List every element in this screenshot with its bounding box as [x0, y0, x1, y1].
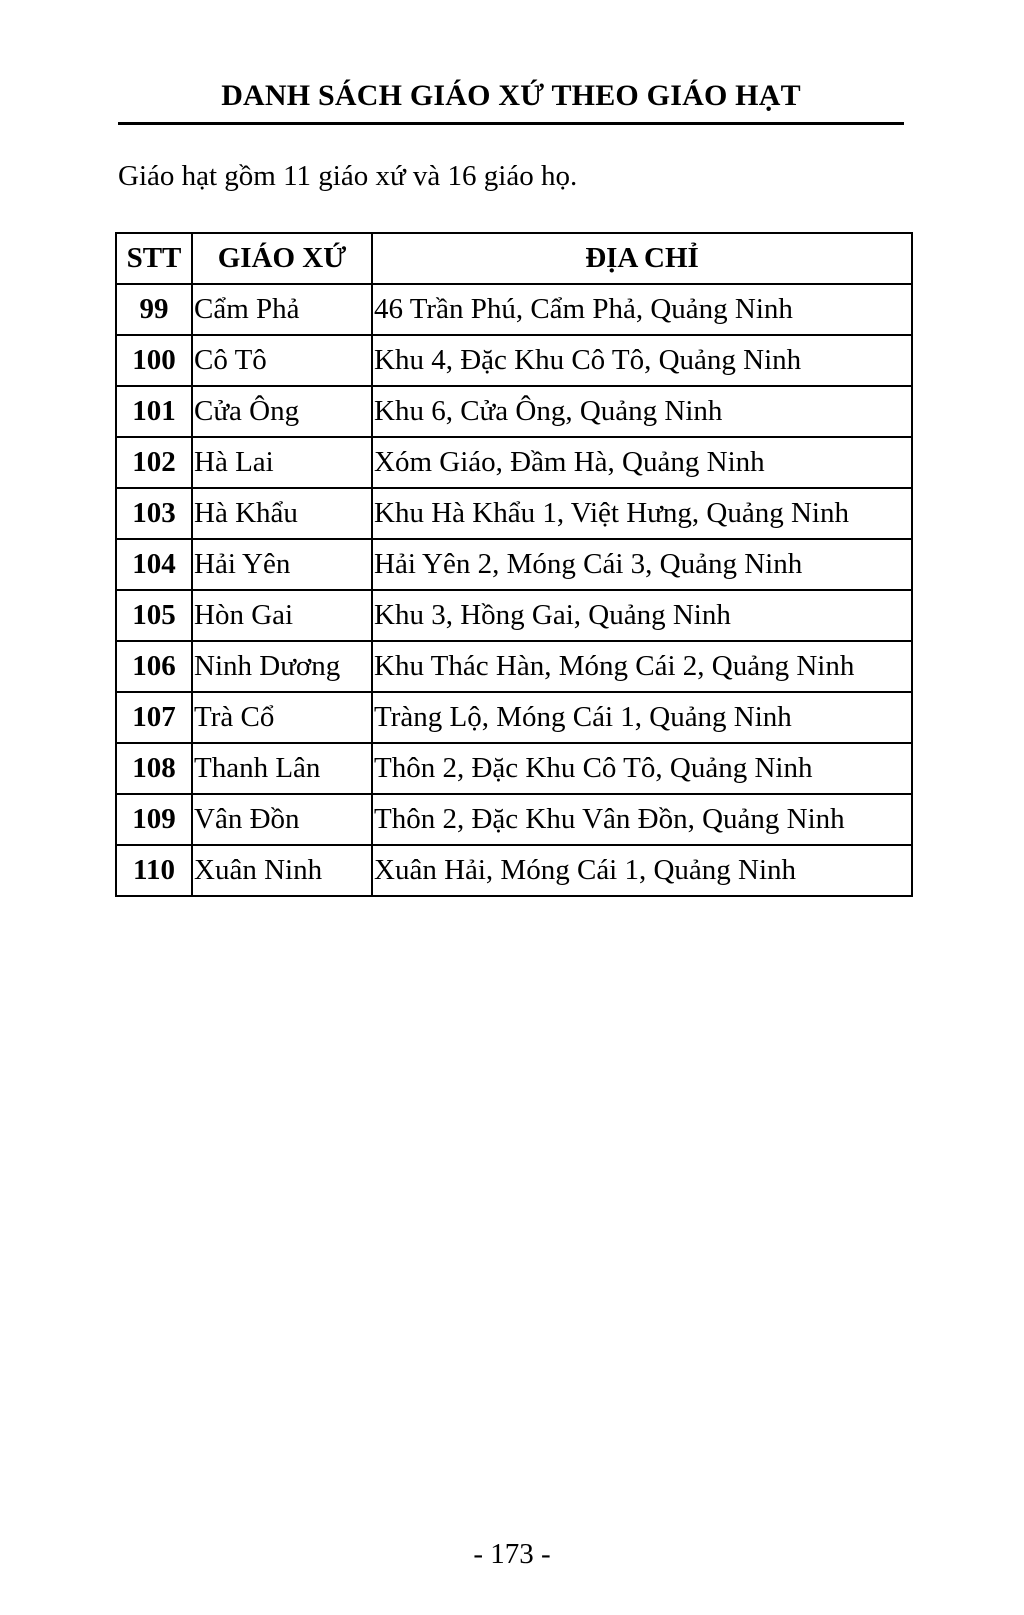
- cell-parish: Hà Khẩu: [192, 488, 372, 539]
- cell-stt: 100: [116, 335, 192, 386]
- cell-stt: 110: [116, 845, 192, 896]
- cell-parish: Cửa Ông: [192, 386, 372, 437]
- table-row: [116, 386, 912, 437]
- cell-parish: Thanh Lân: [192, 743, 372, 794]
- page-title: DANH SÁCH GIÁO XỨ THEO GIÁO HẠT: [221, 79, 801, 112]
- cell-address: Xuân Hải, Móng Cái 1, Quảng Ninh: [372, 845, 912, 896]
- cell-address: 46 Trần Phú, Cẩm Phả, Quảng Ninh: [372, 284, 912, 335]
- cell-parish: Vân Đồn: [192, 794, 372, 845]
- cell-address: Thôn 2, Đặc Khu Vân Đồn, Quảng Ninh: [372, 794, 912, 845]
- table-row: [116, 539, 912, 590]
- parish-table: [115, 232, 913, 897]
- cell-stt: 101: [116, 386, 192, 437]
- cell-parish: Cô Tô: [192, 335, 372, 386]
- cell-address: Khu 3, Hồng Gai, Quảng Ninh: [372, 590, 912, 641]
- cell-parish: Hải Yên: [192, 539, 372, 590]
- cell-parish: Cẩm Phả: [192, 284, 372, 335]
- cell-parish: Ninh Dương: [192, 641, 372, 692]
- table-row: [116, 743, 912, 794]
- cell-address: Khu Hà Khẩu 1, Việt Hưng, Quảng Ninh: [372, 488, 912, 539]
- cell-parish: Xuân Ninh: [192, 845, 372, 896]
- header-parish: GIÁO XỨ: [192, 233, 372, 284]
- table-row: [116, 692, 912, 743]
- cell-address: Khu 4, Đặc Khu Cô Tô, Quảng Ninh: [372, 335, 912, 386]
- table-header-row: [116, 233, 912, 284]
- table-row: [116, 284, 912, 335]
- table-row: [116, 845, 912, 896]
- header-address: ĐỊA CHỈ: [372, 233, 912, 284]
- cell-parish: Trà Cổ: [192, 692, 372, 743]
- cell-stt: 108: [116, 743, 192, 794]
- cell-stt: 102: [116, 437, 192, 488]
- cell-stt: 104: [116, 539, 192, 590]
- cell-stt: 103: [116, 488, 192, 539]
- table-row: [116, 437, 912, 488]
- intro-text: Giáo hạt gồm 11 giáo xứ và 16 giáo họ.: [118, 160, 578, 192]
- header-stt: STT: [116, 233, 192, 284]
- cell-parish: Hòn Gai: [192, 590, 372, 641]
- table-row: [116, 641, 912, 692]
- cell-stt: 109: [116, 794, 192, 845]
- cell-address: Khu Thác Hàn, Móng Cái 2, Quảng Ninh: [372, 641, 912, 692]
- cell-stt: 105: [116, 590, 192, 641]
- cell-stt: 106: [116, 641, 192, 692]
- cell-address: Thôn 2, Đặc Khu Cô Tô, Quảng Ninh: [372, 743, 912, 794]
- cell-stt: 107: [116, 692, 192, 743]
- cell-parish: Hà Lai: [192, 437, 372, 488]
- cell-stt: 99: [116, 284, 192, 335]
- title-divider: [118, 122, 904, 125]
- cell-address: Hải Yên 2, Móng Cái 3, Quảng Ninh: [372, 539, 912, 590]
- table-row: [116, 335, 912, 386]
- cell-address: Tràng Lộ, Móng Cái 1, Quảng Ninh: [372, 692, 912, 743]
- cell-address: Khu 6, Cửa Ông, Quảng Ninh: [372, 386, 912, 437]
- page-number: - 173 -: [473, 1538, 551, 1570]
- table-row: [116, 590, 912, 641]
- table-row: [116, 488, 912, 539]
- table-row: [116, 794, 912, 845]
- cell-address: Xóm Giáo, Đầm Hà, Quảng Ninh: [372, 437, 912, 488]
